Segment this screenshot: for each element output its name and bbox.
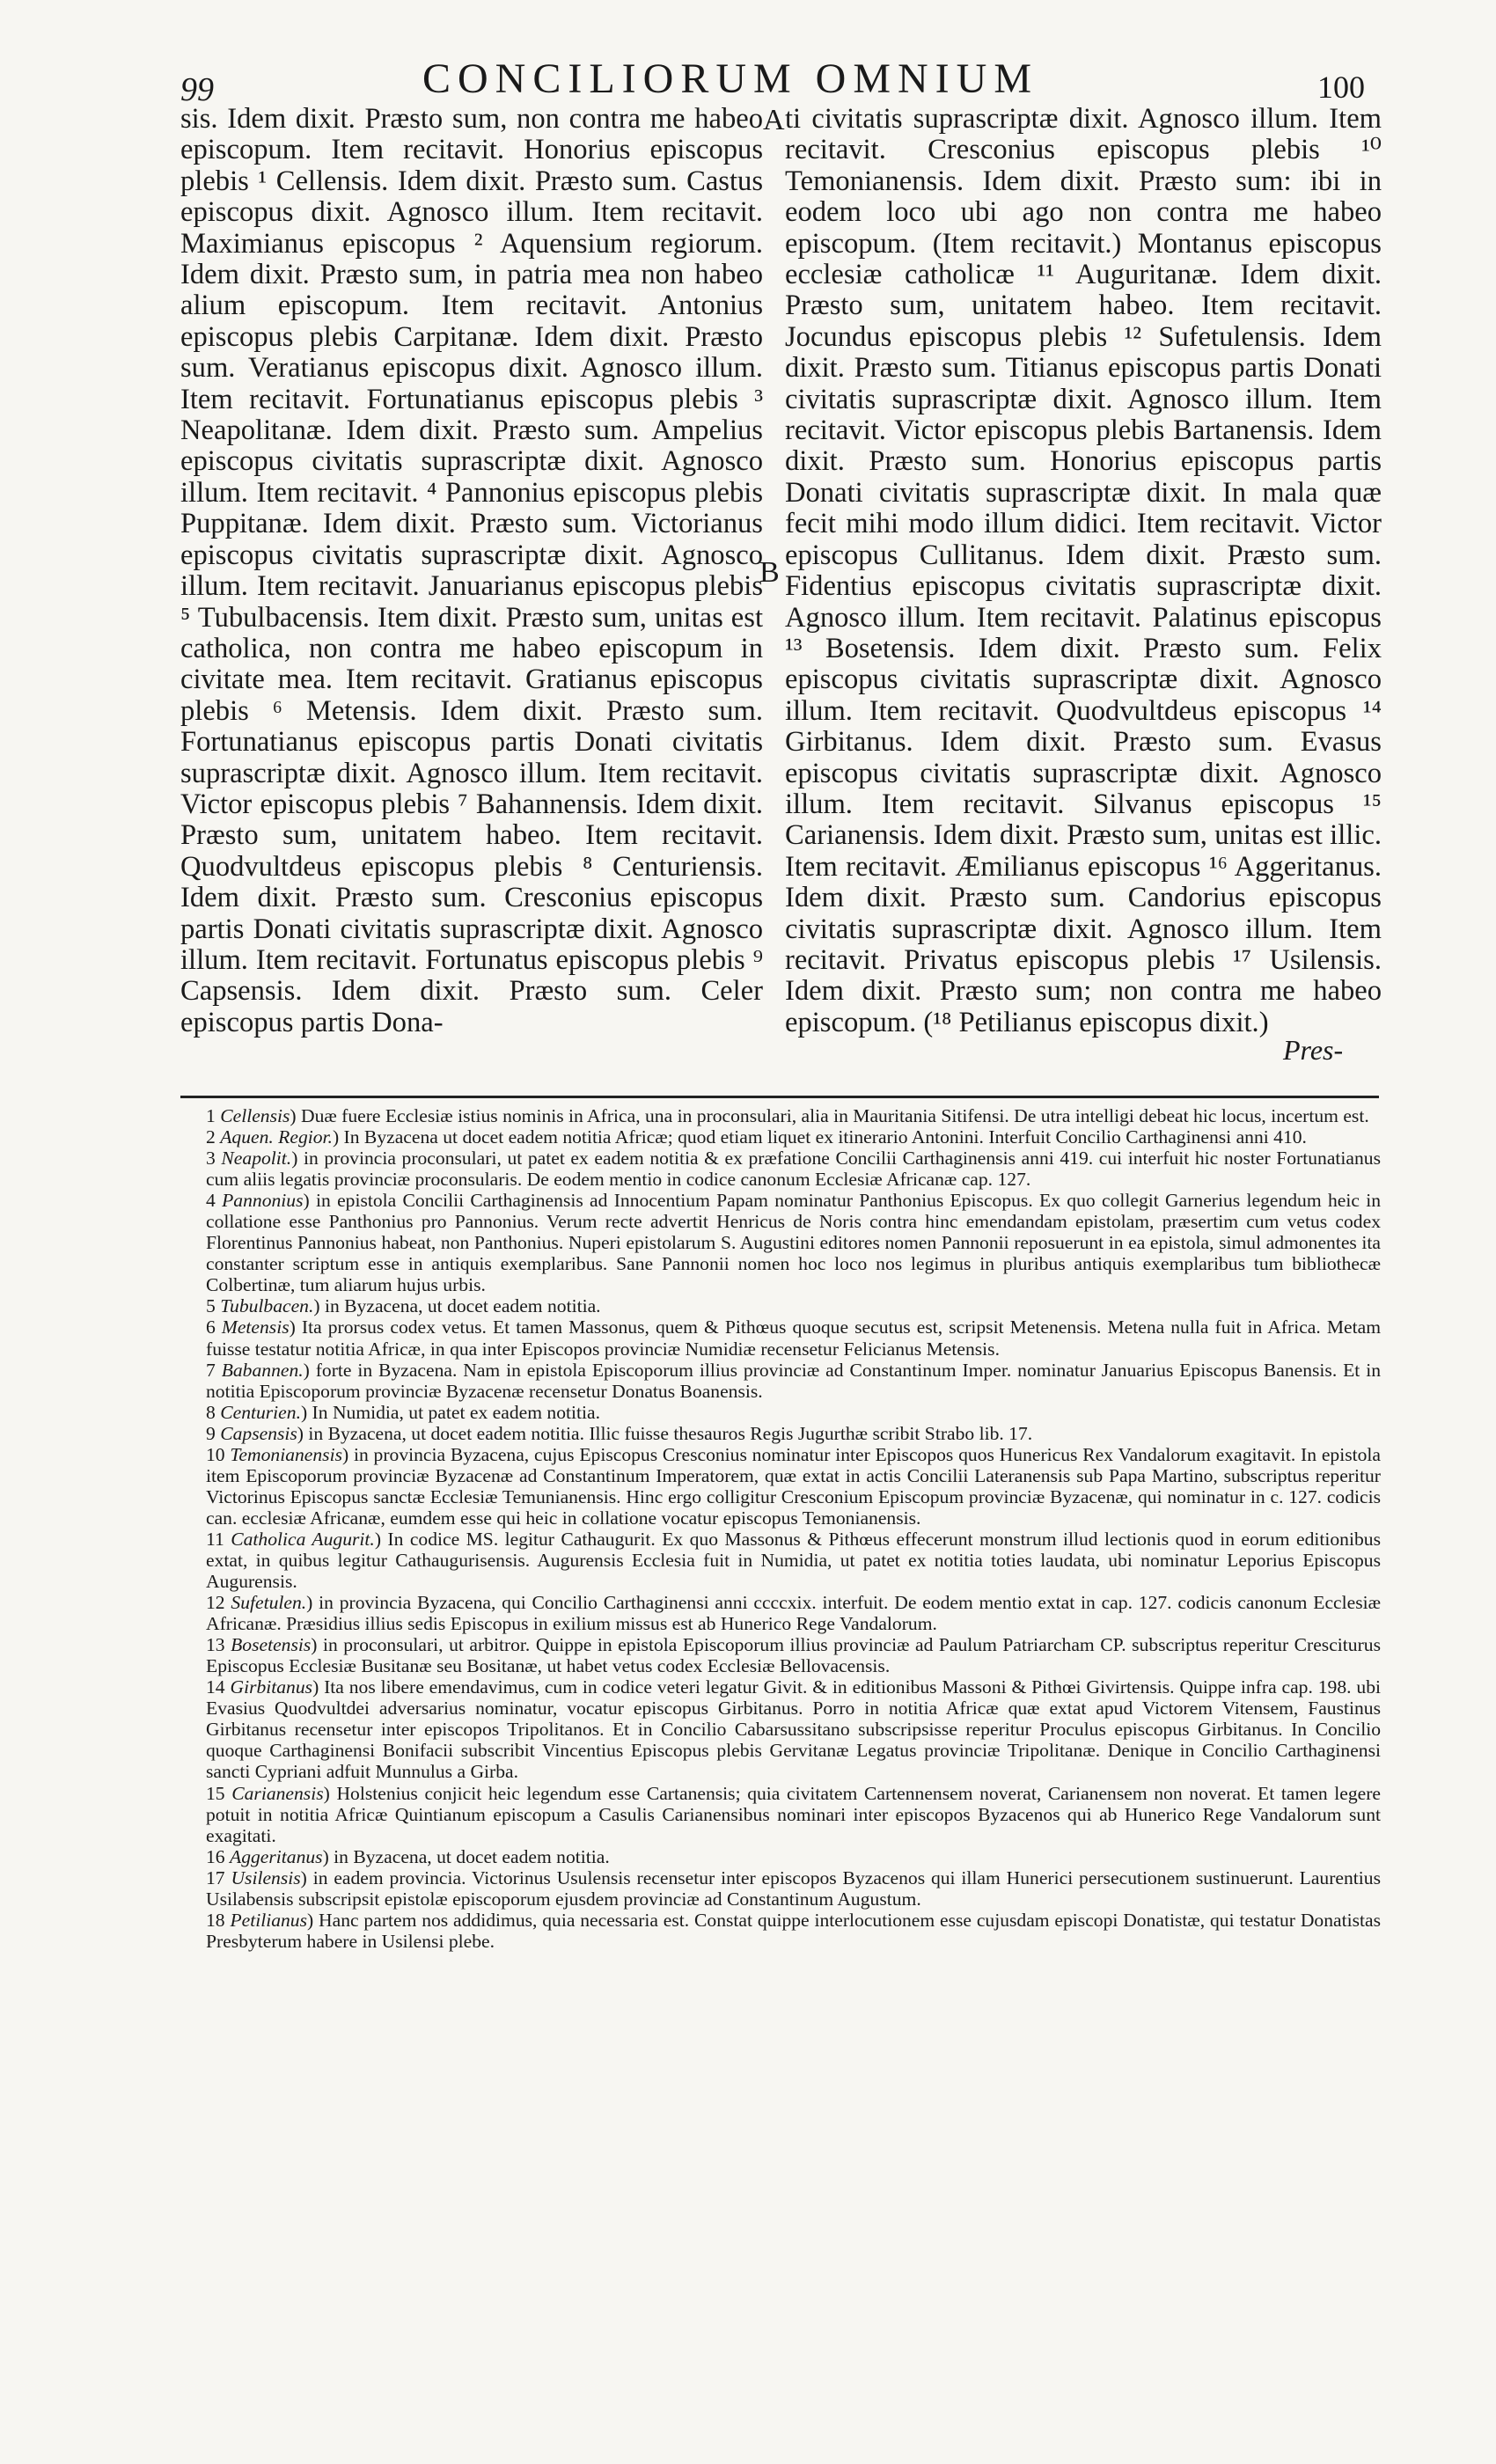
footnote-label: Cellensis: [220, 1105, 290, 1126]
footnote-number: 12: [206, 1592, 225, 1614]
footnote-number: 1: [206, 1105, 216, 1126]
catchword: Pres-: [1283, 1034, 1344, 1066]
left-page-number: 99: [180, 71, 214, 108]
footnote-text: ) Duæ fuere Ecclesiæ istius nominis in Africa, una in proconsulari, alia in Mauritania Sitifensi. De utra intelligi debeat hic locus, incertum est.: [290, 1105, 1369, 1126]
right-page-number: 100: [1317, 70, 1365, 105]
footnotes: [206, 1105, 1381, 1952]
footnote: [206, 1867, 1381, 1910]
footnote-number: 3: [206, 1148, 216, 1170]
footnote-number: 16: [206, 1845, 225, 1867]
footnote-label: Pannonius: [222, 1190, 304, 1212]
footnote-number: 15: [206, 1782, 225, 1804]
footnote: [206, 1105, 1381, 1126]
footnote-label: Temonianensis: [230, 1443, 342, 1465]
footnote-text: ) in Byzacena, ut docet eadem notitia. Illic fuisse thesauros Regis Jugurthæ scribit Strabo lib. 17.: [297, 1422, 1033, 1444]
text-column-right: [785, 104, 1382, 1038]
footnote-text: ) In codice MS. legitur Cathaugurit. Ex quo Massonus & Pithœus effecerunt monstrum illud lectionis quod in eorum editionibus extat, in quibus legitur Cathaugurisensis. Augurensis Ecclesia fuit in Numidia, ut patet ex notitia toties laudata, ubi nominatur Leporius Episcopus Augurensis.: [206, 1528, 1381, 1593]
footnote: [206, 1634, 1381, 1676]
footnote-number: 14: [206, 1676, 225, 1698]
footnote-label: Babannen.: [221, 1359, 304, 1381]
footnote: [206, 1592, 1381, 1634]
footnote-label: Aggeritanus: [230, 1845, 323, 1867]
footnote: [206, 1846, 1381, 1867]
footnote-number: 8: [206, 1401, 216, 1423]
footnote-label: Metensis: [221, 1316, 290, 1338]
footnote: [206, 1148, 1381, 1190]
footnote: [206, 1529, 1381, 1592]
footnote: [206, 1360, 1381, 1402]
footnote-label: Carianensis: [231, 1782, 324, 1804]
footnote: [206, 1402, 1381, 1423]
footnote-label: Centurien.: [220, 1401, 301, 1423]
footnote-text: ) in provincia Byzacena, cujus Episcopus Cresconius nominatur inter Episcopos quos Hunericus Rex Vandalorum exagitavit. In epistola item Episcoporum provinciæ Byzacenæ ad Constantinum Imperatorem, quæ extat in actis Concilii Lateranensis sub Papa Martino, subscriptus reperitur Victorinus Episcopus sanctæ Ecclesiæ Temunianensis. Hinc ergo colligitur Cresconium Episcopum provinciæ Byzacenæ, qui nominatur in c. 127. codicis can. ecclesiæ Africanæ, eumdem esse qui heic in collatione vocatur episcopus Temonianensis.: [206, 1443, 1381, 1529]
footnote-number: 6: [206, 1316, 216, 1338]
column-left-text: sis. Idem dixit. Præsto sum, non contra me habeo episcopum. Item recitavit. Honorius episcopus plebis ¹ Cellensis. Idem dixit. Præsto sum. Castus episcopus dixit. Agnosco illum. Item recitavit. Maximianus episcopus ² Aquensium regiorum. Idem dixit. Præsto sum, in patria mea non habeo alium episcopum. Item recitavit. Antonius episcopus plebis Carpitanæ. Idem dixit. Præsto sum. Veratianus episcopus dixit. Agnosco illum. Item recitavit. Fortunatianus episcopus plebis ³ Neapolitanæ. Idem dixit. Præsto sum. Ampelius episcopus civitatis suprascriptæ dixit. Agnosco illum. Item recitavit. ⁴ Pannonius episcopus plebis Puppitanæ. Idem dixit. Præsto sum. Victorianus episcopus civitatis suprascriptæ dixit. Agnosco illum. Item recitavit. Januarianus episcopus plebis ⁵ Tubulbacensis. Item dixit. Præsto sum, unitas est catholica, non contra me habeo episcopum in civitate mea. Item recitavit. Gratianus episcopus plebis ⁶ Metensis. Idem dixit. Præsto sum. Fortunatianus episcopus partis Donati civitatis suprascriptæ dixit. Agnosco illum. Item recitavit. Victor episcopus plebis ⁷ Bahannensis. Idem dixit. Præsto sum, unitatem habeo. Item recitavit. Quodvultdeus episcopus plebis ⁸ Centuriensis. Idem dixit. Præsto sum. Cresconius episcopus partis Donati civitatis suprascriptæ dixit. Agnosco illum. Item recitavit. Fortunatus episcopus plebis ⁹ Capsensis. Idem dixit. Præsto sum. Celer episcopus partis Dona-: [180, 103, 763, 1038]
margin-letter-b: B: [759, 556, 780, 589]
footnote-number: 5: [206, 1295, 216, 1317]
footnote-number: 7: [206, 1359, 216, 1381]
footnote-label: Tubulbacen.: [220, 1295, 314, 1317]
footnote-text: ) in provincia proconsulari, ut patet ex eadem notitia & ex præfatione Concilii Carthaginensis anni 419. cui interfuit hic noster Fortunatianus cum aliis legatis provinciæ proconsularis. De eodem mentio in codice canonum Ecclesiæ Africanæ cap. 127.: [206, 1148, 1381, 1191]
footnote-text: ) in proconsulari, ut arbitror. Quippe in epistola Episcoporum illius provinciæ ad Paulum Patriarcham CP. subscriptus reperitur Cresciturus Episcopus Ecclesiæ Busitanæ seu Bositanæ, ut habet vetus codex Ecclesiæ Bellovacensis.: [206, 1634, 1381, 1677]
footnote-label: Bosetensis: [231, 1634, 312, 1656]
footnote-number: 4: [206, 1190, 216, 1212]
footnote-text: ) in eadem provincia. Victorinus Usulensis recensetur inter episcopos Byzacenos qui illam Hunerici persecutionem sustinuerunt. Laurentius Usilabensis subscripsit epistolæ episcoporum ejusdem provinciæ ad Constantinum Augustum.: [206, 1866, 1381, 1910]
footnote-number: 11: [206, 1528, 224, 1550]
footnote-text: ) in epistola Concilii Carthaginensis ad Innocentium Papam nominatur Panthonius Episcopus. Ex quo collegit Garnerius legendum heic in collatione esse Panthonius pro Pannonius. Verum recte advertit Henricus de Noris contra hinc emendandam epistolam, præsertim cum vetus codex Florentinus Pannonius habeat, non Panthonius. Nuperi epistolarum S. Augustini editores nomen Pannonii reposuerunt in ea epistola, simul admonentes ita constanter scriptum esse in antiquis exemplaribus. Sane Pannonii nomen hoc loco nos legimus in pluribus antiquis exemplaribus tum bibliothecæ Colbertinæ, tum aliarum hujus urbis.: [206, 1190, 1382, 1296]
footnote-number: 10: [206, 1443, 225, 1465]
footnote-number: 13: [206, 1634, 225, 1656]
footnote-text: ) Ita nos libere emendavimus, cum in codice veteri legatur Givit. & in editionibus Massoni & Pithœi Givirtensis. Quippe infra cap. 198. ubi Evasius Quodvultdei adversarius nominatur, vocatur episcopus Girbitanus. Porro in notitia Africæ quæ extat apud Victorem Vitensem, Faustinus Girbitanus recensetur inter episcopos Tripolitanos. Et in Concilio Cabarsussitano subscripsisse reperitur Proculus episcopus Girbitanus. In Concilio quoque Carthaginensi Bonifacii subscribit Vincentius Episcopus plebis Gervitanæ Legatus provinciæ Tripolitanæ. Denique in Concilio Carthaginensi sancti Cypriani adfuit Munnulus a Girba.: [206, 1676, 1381, 1783]
footnote-text: ) Ita prorsus codex vetus. Et tamen Massonus, quem & Pithœus quoque secutus est, scripsit Metenensis. Metena nulla fuit in Africa. Metam fuisse testatur notitia Africæ, in qua inter Episcopos provinciæ Numidiæ recensetur Felicianus Metensis.: [206, 1316, 1381, 1360]
footnote-text: ) Hanc partem nos addidimus, quia necessaria est. Constat quippe interlocutionem esse cujusdam episcopi Donatistæ, qui testatur Donatistas Presbyterum habere in Usilensi plebe.: [206, 1909, 1381, 1952]
footnote-text: ) In Byzacena ut docet eadem notitia Africæ; quod etiam liquet ex itinerario Antonini. Interfuit Concilio Carthaginensi anni 410.: [332, 1126, 1307, 1148]
footnote: [206, 1423, 1381, 1444]
margin-letter-a: A: [763, 104, 785, 136]
footnote-label: Catholica Augurit.: [231, 1528, 375, 1550]
footnote-label: Petilianus: [230, 1909, 308, 1931]
column-right-text: ti civitatis suprascriptæ dixit. Agnosco illum. Item recitavit. Cresconius episcopus plebis ¹⁰ Temonianensis. Idem dixit. Præsto sum: ibi in eodem loco ubi ago non contra me habeo episcopum. (Item recitavit.) Montanus episcopus ecclesiæ catholicæ ¹¹ Auguritanæ. Idem dixit. Præsto sum, unitatem habeo. Item recitavit. Jocundus episcopus plebis ¹² Sufetulensis. Idem dixit. Præsto sum. Titianus episcopus partis Donati civitatis suprascriptæ dixit. Agnosco illum. Item recitavit. Victor episcopus plebis Bartanensis. Idem dixit. Præsto sum. Honorius episcopus partis Donati civitatis suprascriptæ dixit. In mala quæ fecit mihi modo illum didici. Item recitavit. Victor episcopus Cullitanus. Idem dixit. Præsto sum. Fidentius episcopus civitatis suprascriptæ dixit. Agnosco illum. Item recitavit. Palatinus episcopus ¹³ Bosetensis. Idem dixit. Præsto sum. Felix episcopus civitatis suprascriptæ dixit. Agnosco illum. Item recitavit. Quodvultdeus episcopus ¹⁴ Girbitanus. Idem dixit. Præsto sum. Evasus episcopus civitatis suprascriptæ dixit. Agnosco illum. Item recitavit. Silvanus episcopus ¹⁵ Carianensis. Idem dixit. Præsto sum, unitas est illic. Item recitavit. Æmilianus episcopus ¹⁶ Aggeritanus. Idem dixit. Præsto sum. Candorius episcopus civitatis suprascriptæ dixit. Agnosco illum. Item recitavit. Privatus episcopus plebis ¹⁷ Usilensis. Idem dixit. Præsto sum; non contra me habeo episcopum. (¹⁸ Petilianus episcopus dixit.): [785, 103, 1382, 1038]
footnote-label: Neapolit.: [221, 1148, 292, 1170]
footnote-number: 17: [206, 1866, 225, 1888]
footnote: [206, 1316, 1381, 1359]
footnote-text: ) in provincia Byzacena, qui Concilio Carthaginensi anni ccccxix. interfuit. De eodem mentio extat in cap. 127. codicis canonum Ecclesiæ Africanæ. Præsidius illius sedis Episcopus in exilium missus est ab Hunerico Rege Vandalorum.: [206, 1592, 1381, 1635]
footnote-label: Sufetulen.: [231, 1592, 307, 1614]
footnote: [206, 1190, 1381, 1295]
footnote: [206, 1783, 1381, 1846]
footnote-text: ) in Byzacena, ut docet eadem notitia.: [322, 1845, 610, 1867]
footnote-number: 2: [206, 1126, 216, 1148]
footnote: [206, 1910, 1381, 1952]
footnote-text: ) forte in Byzacena. Nam in epistola Episcoporum illius provinciæ ad Constantinum Imper. nominatur Januarius Episcopus Banensis. Et in notitia Episcoporum provinciæ Byzacenæ recensetur Donatus Boanensis.: [206, 1359, 1381, 1402]
text-column-left: [180, 104, 763, 1038]
footnote-text: ) in Byzacena, ut docet eadem notitia.: [313, 1295, 601, 1317]
footnote: [206, 1676, 1381, 1782]
footnote-number: 18: [206, 1909, 225, 1931]
footnote-label: Aquen. Regior.: [220, 1126, 333, 1148]
footnote-label: Girbitanus: [230, 1676, 313, 1698]
footnote: [206, 1295, 1381, 1316]
footnote-text: ) In Numidia, ut patet ex eadem notitia.: [300, 1401, 600, 1423]
footnote: [206, 1126, 1381, 1148]
footnote-text: ) Holstenius conjicit heic legendum esse Cartanensis; quia civitatem Cartennensem noverat, Carianensem non noverat. Et tamen legere potuit in notitia Africæ Quintianum episcopum a Casulis Carianensibus nominari inter episcopos Byzacenos qui ab Hunerico Rege Vandalorum sunt exagitati.: [206, 1782, 1381, 1846]
footnote: [206, 1444, 1381, 1529]
running-title: CONCILIORUM OMNIUM: [422, 55, 1039, 102]
footnote-divider: [180, 1096, 1379, 1098]
footnote-label: Usilensis: [231, 1866, 301, 1888]
footnote-number: 9: [206, 1422, 216, 1444]
footnote-label: Capsensis: [220, 1422, 297, 1444]
